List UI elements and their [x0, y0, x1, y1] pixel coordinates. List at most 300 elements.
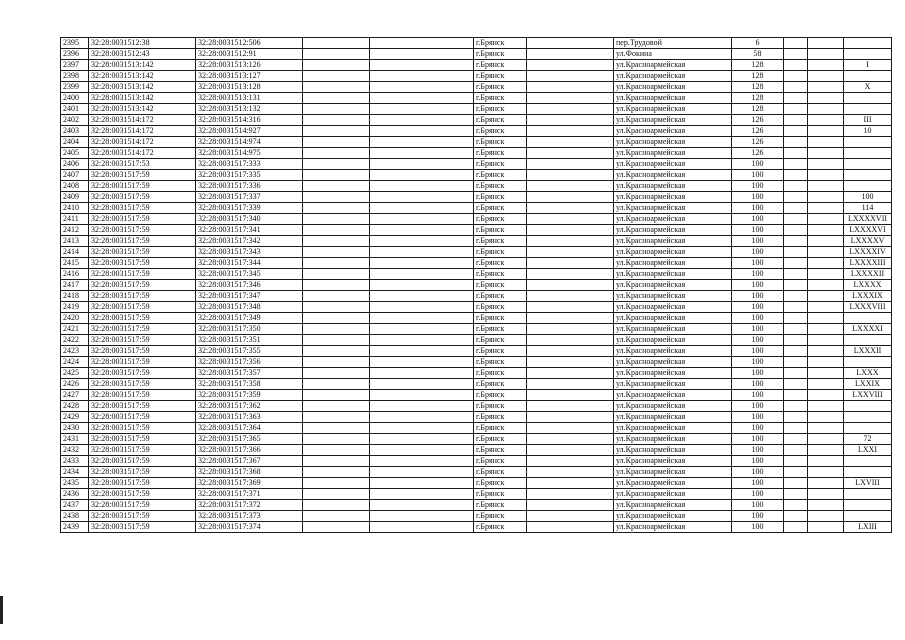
city-cell: г.Брянск [474, 181, 527, 192]
street-cell: ул.Красноармейская [614, 324, 732, 335]
empty-col-b-cell [370, 500, 474, 511]
table-row [61, 192, 892, 203]
table-row [61, 280, 892, 291]
cadastral-number-parcel-cell: 32:28:0031517:59 [89, 269, 196, 280]
apartment-letter-cell: LXXVIII [844, 390, 892, 401]
cadastral-number-object-cell: 32:28:0031514:316 [196, 115, 303, 126]
street-cell: ул.Красноармейская [614, 379, 732, 390]
table-row [61, 148, 892, 159]
apartment-letter-cell [844, 38, 892, 49]
empty-col-b-cell [370, 93, 474, 104]
row-number-cell: 2429 [61, 412, 89, 423]
street-cell: ул.Красноармейская [614, 269, 732, 280]
row-number-cell: 2439 [61, 522, 89, 533]
empty-col-e-cell [808, 522, 844, 533]
empty-col-a-cell [303, 115, 370, 126]
apartment-letter-cell [844, 423, 892, 434]
street-cell: ул.Красноармейская [614, 445, 732, 456]
empty-col-b-cell [370, 60, 474, 71]
city-cell: г.Брянск [474, 412, 527, 423]
apartment-letter-cell: LXXIX [844, 379, 892, 390]
empty-col-d-cell [784, 357, 808, 368]
empty-col-b-cell [370, 225, 474, 236]
house-number-cell: 126 [732, 148, 784, 159]
empty-col-d-cell [784, 478, 808, 489]
cadastral-number-object-cell: 32:28:0031517:355 [196, 346, 303, 357]
table-row [61, 115, 892, 126]
city-cell: г.Брянск [474, 489, 527, 500]
empty-col-c-cell [527, 357, 614, 368]
row-number-cell: 2411 [61, 214, 89, 225]
empty-col-d-cell [784, 269, 808, 280]
row-number-cell: 2398 [61, 71, 89, 82]
table-row [61, 236, 892, 247]
empty-col-c-cell [527, 500, 614, 511]
empty-col-e-cell [808, 412, 844, 423]
apartment-letter-cell: LXXXXV [844, 236, 892, 247]
empty-col-c-cell [527, 93, 614, 104]
city-cell: г.Брянск [474, 104, 527, 115]
empty-col-d-cell [784, 423, 808, 434]
empty-col-d-cell [784, 71, 808, 82]
house-number-cell: 100 [732, 390, 784, 401]
apartment-letter-cell: LXXX [844, 368, 892, 379]
empty-col-c-cell [527, 467, 614, 478]
empty-col-c-cell [527, 247, 614, 258]
apartment-letter-cell: LXXXXII [844, 269, 892, 280]
cadastral-number-object-cell: 32:28:0031517:357 [196, 368, 303, 379]
empty-col-d-cell [784, 401, 808, 412]
empty-col-b-cell [370, 335, 474, 346]
house-number-cell: 6 [732, 38, 784, 49]
row-number-cell: 2397 [61, 60, 89, 71]
empty-col-c-cell [527, 390, 614, 401]
apartment-letter-cell: LXXXVIII [844, 302, 892, 313]
table-row [61, 203, 892, 214]
cadastral-number-object-cell: 32:28:0031517:351 [196, 335, 303, 346]
city-cell: г.Брянск [474, 401, 527, 412]
house-number-cell: 100 [732, 291, 784, 302]
street-cell: ул.Красноармейская [614, 467, 732, 478]
table-row [61, 313, 892, 324]
house-number-cell: 100 [732, 445, 784, 456]
house-number-cell: 126 [732, 126, 784, 137]
apartment-letter-cell: III [844, 115, 892, 126]
city-cell: г.Брянск [474, 148, 527, 159]
city-cell: г.Брянск [474, 280, 527, 291]
empty-col-e-cell [808, 203, 844, 214]
empty-col-e-cell [808, 390, 844, 401]
row-number-cell: 2408 [61, 181, 89, 192]
table-row [61, 456, 892, 467]
row-number-cell: 2407 [61, 170, 89, 181]
row-number-cell: 2422 [61, 335, 89, 346]
cadastral-number-parcel-cell: 32:28:0031517:59 [89, 456, 196, 467]
cadastral-number-parcel-cell: 32:28:0031517:59 [89, 522, 196, 533]
street-cell: ул.Красноармейская [614, 456, 732, 467]
cadastral-number-object-cell: 32:28:0031514:975 [196, 148, 303, 159]
cadastral-number-parcel-cell: 32:28:0031517:59 [89, 236, 196, 247]
city-cell: г.Брянск [474, 60, 527, 71]
street-cell: ул.Красноармейская [614, 500, 732, 511]
empty-col-e-cell [808, 280, 844, 291]
table-row [61, 49, 892, 60]
table-row [61, 104, 892, 115]
table-row [61, 60, 892, 71]
house-number-cell: 100 [732, 456, 784, 467]
empty-col-b-cell [370, 346, 474, 357]
cadastral-number-object-cell: 32:28:0031517:345 [196, 269, 303, 280]
empty-col-a-cell [303, 313, 370, 324]
cadastral-number-parcel-cell: 32:28:0031512:38 [89, 38, 196, 49]
empty-col-a-cell [303, 467, 370, 478]
cadastral-number-parcel-cell: 32:28:0031517:59 [89, 214, 196, 225]
street-cell: ул.Красноармейская [614, 192, 732, 203]
empty-col-b-cell [370, 126, 474, 137]
empty-col-c-cell [527, 82, 614, 93]
empty-col-b-cell [370, 82, 474, 93]
empty-col-a-cell [303, 489, 370, 500]
cadastral-number-parcel-cell: 32:28:0031517:59 [89, 379, 196, 390]
cadastral-number-object-cell: 32:28:0031512:506 [196, 38, 303, 49]
street-cell: ул.Красноармейская [614, 335, 732, 346]
empty-col-e-cell [808, 258, 844, 269]
empty-col-a-cell [303, 423, 370, 434]
table-row [61, 324, 892, 335]
street-cell: ул.Красноармейская [614, 181, 732, 192]
apartment-letter-cell: LXXXXVII [844, 214, 892, 225]
empty-col-e-cell [808, 368, 844, 379]
cadastral-number-object-cell: 32:28:0031517:372 [196, 500, 303, 511]
cadastral-number-parcel-cell: 32:28:0031513:142 [89, 82, 196, 93]
empty-col-e-cell [808, 467, 844, 478]
empty-col-e-cell [808, 291, 844, 302]
empty-col-e-cell [808, 335, 844, 346]
empty-col-c-cell [527, 170, 614, 181]
empty-col-c-cell [527, 115, 614, 126]
table-row [61, 522, 892, 533]
row-number-cell: 2424 [61, 357, 89, 368]
street-cell: ул.Красноармейская [614, 247, 732, 258]
house-number-cell: 100 [732, 401, 784, 412]
empty-col-b-cell [370, 434, 474, 445]
empty-col-d-cell [784, 291, 808, 302]
row-number-cell: 2404 [61, 137, 89, 148]
empty-col-e-cell [808, 445, 844, 456]
table-row [61, 181, 892, 192]
street-cell: пер.Трудовой [614, 38, 732, 49]
street-cell: ул.Красноармейская [614, 390, 732, 401]
empty-col-e-cell [808, 379, 844, 390]
empty-col-b-cell [370, 71, 474, 82]
row-number-cell: 2427 [61, 390, 89, 401]
empty-col-e-cell [808, 489, 844, 500]
empty-col-b-cell [370, 181, 474, 192]
empty-col-a-cell [303, 357, 370, 368]
empty-col-c-cell [527, 401, 614, 412]
empty-col-a-cell [303, 269, 370, 280]
empty-col-c-cell [527, 313, 614, 324]
apartment-letter-cell: LXIII [844, 522, 892, 533]
city-cell: г.Брянск [474, 500, 527, 511]
empty-col-a-cell [303, 291, 370, 302]
empty-col-d-cell [784, 82, 808, 93]
cadastral-number-parcel-cell: 32:28:0031517:59 [89, 368, 196, 379]
empty-col-b-cell [370, 478, 474, 489]
apartment-letter-cell: LXXXXIII [844, 258, 892, 269]
street-cell: ул.Красноармейская [614, 104, 732, 115]
empty-col-c-cell [527, 478, 614, 489]
house-number-cell: 100 [732, 500, 784, 511]
empty-col-b-cell [370, 115, 474, 126]
cadastral-number-object-cell: 32:28:0031513:131 [196, 93, 303, 104]
cadastral-number-parcel-cell: 32:28:0031513:142 [89, 93, 196, 104]
cadastral-number-parcel-cell: 32:28:0031517:59 [89, 467, 196, 478]
empty-col-b-cell [370, 137, 474, 148]
row-number-cell: 2425 [61, 368, 89, 379]
empty-col-c-cell [527, 38, 614, 49]
house-number-cell: 100 [732, 434, 784, 445]
cadastral-number-object-cell: 32:28:0031514:974 [196, 137, 303, 148]
cadastral-number-parcel-cell: 32:28:0031517:59 [89, 335, 196, 346]
empty-col-a-cell [303, 478, 370, 489]
cadastral-number-object-cell: 32:28:0031517:333 [196, 159, 303, 170]
table-row [61, 445, 892, 456]
street-cell: ул.Красноармейская [614, 258, 732, 269]
empty-col-e-cell [808, 71, 844, 82]
table-row [61, 71, 892, 82]
empty-col-a-cell [303, 126, 370, 137]
cadastral-number-parcel-cell: 32:28:0031517:59 [89, 258, 196, 269]
city-cell: г.Брянск [474, 467, 527, 478]
apartment-letter-cell [844, 412, 892, 423]
table-row [61, 291, 892, 302]
cadastral-number-object-cell: 32:28:0031517:349 [196, 313, 303, 324]
empty-col-a-cell [303, 280, 370, 291]
empty-col-d-cell [784, 203, 808, 214]
empty-col-d-cell [784, 258, 808, 269]
empty-col-e-cell [808, 247, 844, 258]
row-number-cell: 2426 [61, 379, 89, 390]
city-cell: г.Брянск [474, 126, 527, 137]
empty-col-d-cell [784, 247, 808, 258]
empty-col-d-cell [784, 346, 808, 357]
empty-col-a-cell [303, 412, 370, 423]
city-cell: г.Брянск [474, 511, 527, 522]
table-row [61, 93, 892, 104]
house-number-cell: 100 [732, 423, 784, 434]
cadastral-number-object-cell: 32:28:0031517:364 [196, 423, 303, 434]
row-number-cell: 2421 [61, 324, 89, 335]
empty-col-a-cell [303, 324, 370, 335]
empty-col-b-cell [370, 313, 474, 324]
house-number-cell: 100 [732, 225, 784, 236]
street-cell: ул.Красноармейская [614, 346, 732, 357]
house-number-cell: 100 [732, 368, 784, 379]
empty-col-d-cell [784, 225, 808, 236]
row-number-cell: 2423 [61, 346, 89, 357]
empty-col-d-cell [784, 93, 808, 104]
city-cell: г.Брянск [474, 335, 527, 346]
street-cell: ул.Красноармейская [614, 148, 732, 159]
cadastral-number-object-cell: 32:28:0031513:132 [196, 104, 303, 115]
empty-col-e-cell [808, 137, 844, 148]
cadastral-number-object-cell: 32:28:0031517:371 [196, 489, 303, 500]
row-number-cell: 2412 [61, 225, 89, 236]
empty-col-b-cell [370, 280, 474, 291]
apartment-letter-cell [844, 181, 892, 192]
table-row [61, 335, 892, 346]
row-number-cell: 2401 [61, 104, 89, 115]
empty-col-e-cell [808, 456, 844, 467]
empty-col-c-cell [527, 203, 614, 214]
empty-col-a-cell [303, 214, 370, 225]
empty-col-b-cell [370, 291, 474, 302]
city-cell: г.Брянск [474, 203, 527, 214]
empty-col-d-cell [784, 522, 808, 533]
city-cell: г.Брянск [474, 49, 527, 60]
table-row [61, 401, 892, 412]
cadastral-number-object-cell: 32:28:0031513:127 [196, 71, 303, 82]
street-cell: ул.Красноармейская [614, 478, 732, 489]
apartment-letter-cell: 100 [844, 192, 892, 203]
house-number-cell: 128 [732, 104, 784, 115]
cadastral-number-object-cell: 32:28:0031514:927 [196, 126, 303, 137]
street-cell: ул.Красноармейская [614, 302, 732, 313]
empty-col-b-cell [370, 357, 474, 368]
street-cell: ул.Красноармейская [614, 368, 732, 379]
empty-col-d-cell [784, 137, 808, 148]
empty-col-b-cell [370, 159, 474, 170]
house-number-cell: 100 [732, 313, 784, 324]
empty-col-c-cell [527, 379, 614, 390]
table-row [61, 379, 892, 390]
empty-col-d-cell [784, 38, 808, 49]
cadastral-number-parcel-cell: 32:28:0031517:59 [89, 280, 196, 291]
city-cell: г.Брянск [474, 170, 527, 181]
empty-col-c-cell [527, 148, 614, 159]
empty-col-e-cell [808, 478, 844, 489]
empty-col-c-cell [527, 423, 614, 434]
apartment-letter-cell: LXXI [844, 445, 892, 456]
empty-col-b-cell [370, 423, 474, 434]
street-cell: ул.Красноармейская [614, 489, 732, 500]
empty-col-e-cell [808, 313, 844, 324]
house-number-cell: 126 [732, 137, 784, 148]
empty-col-c-cell [527, 236, 614, 247]
empty-col-c-cell [527, 126, 614, 137]
table-row [61, 346, 892, 357]
city-cell: г.Брянск [474, 456, 527, 467]
empty-col-b-cell [370, 203, 474, 214]
empty-col-b-cell [370, 49, 474, 60]
empty-col-e-cell [808, 214, 844, 225]
empty-col-c-cell [527, 225, 614, 236]
empty-col-b-cell [370, 390, 474, 401]
empty-col-a-cell [303, 159, 370, 170]
city-cell: г.Брянск [474, 236, 527, 247]
house-number-cell: 100 [732, 280, 784, 291]
street-cell: ул.Красноармейская [614, 93, 732, 104]
document-sheet [60, 37, 892, 533]
cadastral-number-parcel-cell: 32:28:0031514:172 [89, 148, 196, 159]
empty-col-e-cell [808, 511, 844, 522]
apartment-letter-cell: LXXXIX [844, 291, 892, 302]
street-cell: ул.Красноармейская [614, 203, 732, 214]
cadastral-number-object-cell: 32:28:0031517:344 [196, 258, 303, 269]
cadastral-number-parcel-cell: 32:28:0031517:59 [89, 401, 196, 412]
street-cell: ул.Красноармейская [614, 137, 732, 148]
street-cell: ул.Красноармейская [614, 82, 732, 93]
empty-col-a-cell [303, 302, 370, 313]
row-number-cell: 2415 [61, 258, 89, 269]
empty-col-c-cell [527, 445, 614, 456]
house-number-cell: 100 [732, 203, 784, 214]
empty-col-a-cell [303, 170, 370, 181]
cadastral-number-parcel-cell: 32:28:0031517:59 [89, 203, 196, 214]
table-row [61, 390, 892, 401]
empty-col-a-cell [303, 247, 370, 258]
city-cell: г.Брянск [474, 346, 527, 357]
apartment-letter-cell [844, 357, 892, 368]
street-cell: ул.Красноармейская [614, 434, 732, 445]
apartment-letter-cell [844, 71, 892, 82]
street-cell: ул.Красноармейская [614, 522, 732, 533]
row-number-cell: 2420 [61, 313, 89, 324]
cadastral-number-object-cell: 32:28:0031517:367 [196, 456, 303, 467]
empty-col-a-cell [303, 82, 370, 93]
empty-col-a-cell [303, 456, 370, 467]
cadastral-number-object-cell: 32:28:0031512:91 [196, 49, 303, 60]
empty-col-d-cell [784, 104, 808, 115]
empty-col-d-cell [784, 115, 808, 126]
empty-col-a-cell [303, 379, 370, 390]
empty-col-c-cell [527, 258, 614, 269]
city-cell: г.Брянск [474, 434, 527, 445]
apartment-letter-cell [844, 456, 892, 467]
empty-col-b-cell [370, 236, 474, 247]
empty-col-c-cell [527, 412, 614, 423]
apartment-letter-cell [844, 170, 892, 181]
empty-col-a-cell [303, 203, 370, 214]
apartment-letter-cell: LXXXXI [844, 324, 892, 335]
cadastral-number-parcel-cell: 32:28:0031512:43 [89, 49, 196, 60]
empty-col-a-cell [303, 335, 370, 346]
row-number-cell: 2432 [61, 445, 89, 456]
row-number-cell: 2406 [61, 159, 89, 170]
house-number-cell: 126 [732, 115, 784, 126]
empty-col-b-cell [370, 148, 474, 159]
empty-col-a-cell [303, 38, 370, 49]
empty-col-a-cell [303, 71, 370, 82]
empty-col-a-cell [303, 49, 370, 60]
city-cell: г.Брянск [474, 137, 527, 148]
row-number-cell: 2410 [61, 203, 89, 214]
street-cell: ул.Фокина [614, 49, 732, 60]
cadastral-number-parcel-cell: 32:28:0031517:59 [89, 489, 196, 500]
empty-col-d-cell [784, 60, 808, 71]
row-number-cell: 2403 [61, 126, 89, 137]
empty-col-d-cell [784, 500, 808, 511]
empty-col-d-cell [784, 489, 808, 500]
apartment-letter-cell [844, 467, 892, 478]
house-number-cell: 100 [732, 522, 784, 533]
empty-col-e-cell [808, 38, 844, 49]
apartment-letter-cell [844, 335, 892, 346]
empty-col-d-cell [784, 192, 808, 203]
cadastral-number-parcel-cell: 32:28:0031517:59 [89, 313, 196, 324]
apartment-letter-cell: LXXXX [844, 280, 892, 291]
